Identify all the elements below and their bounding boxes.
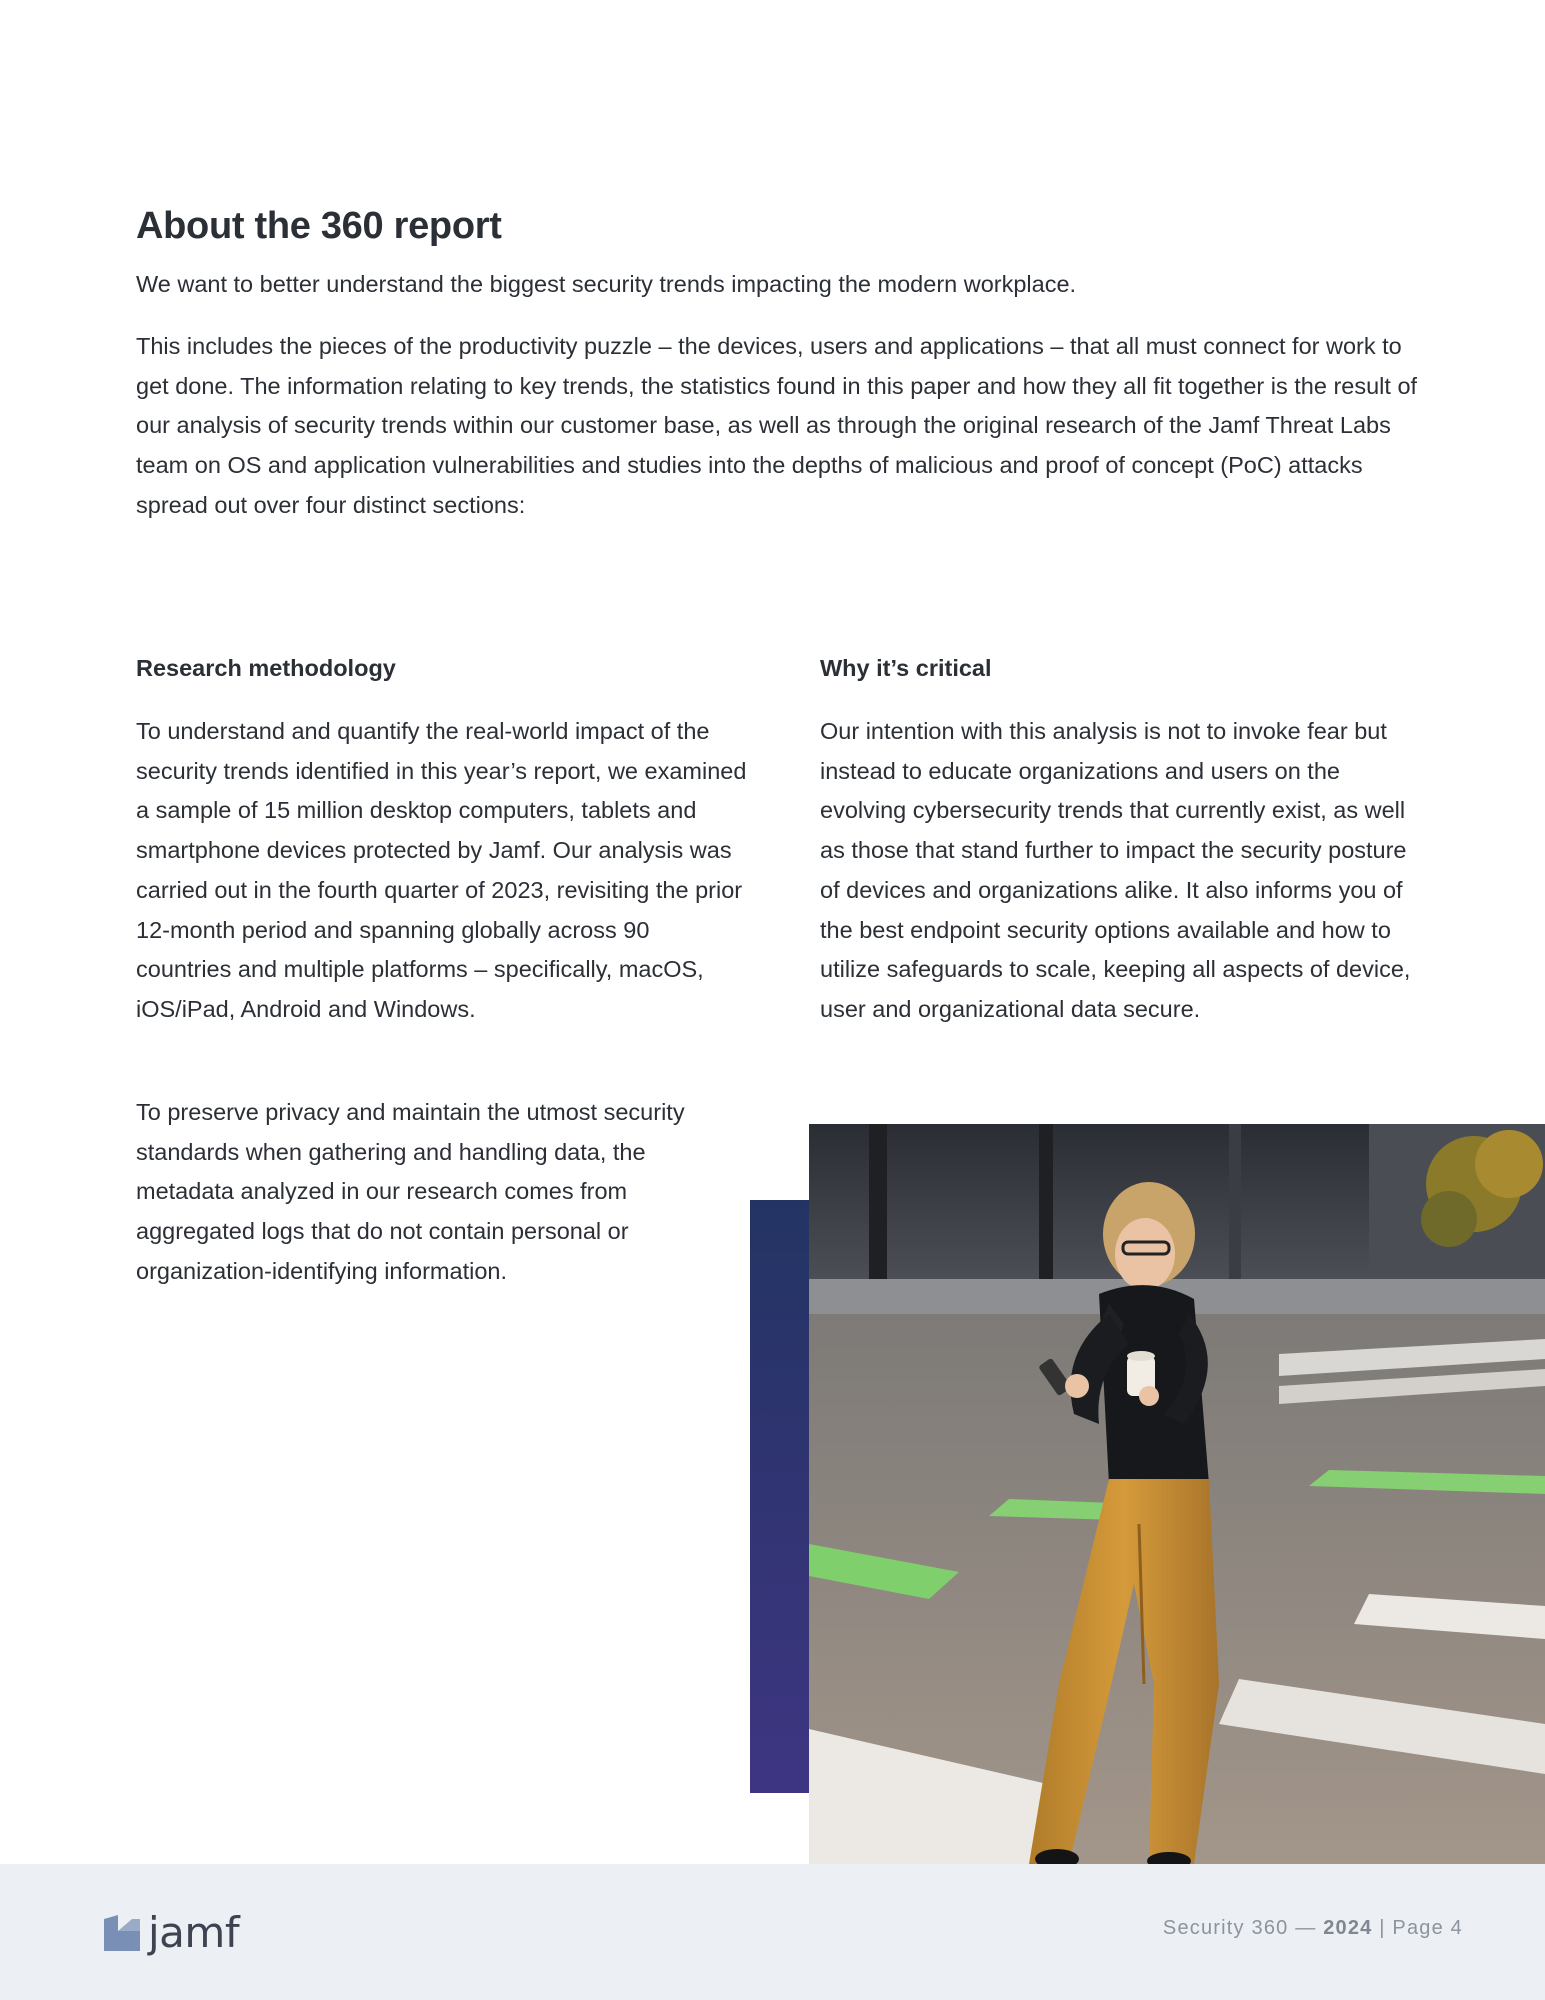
page-footer <box>0 1864 1545 2000</box>
jamf-logo <box>104 1908 239 1958</box>
photo-illustration <box>809 1124 1545 1864</box>
photo-woman-crossing-street <box>809 1124 1545 1864</box>
intro-body: This includes the pieces of the productivity puzzle – the devices, users and applications – that all must connect for work to get done. The information relating to key trends, the statistics found in this paper and how they all fit together is the result of our analysis of security trends within our customer base, as well as through the original research of the Jamf Threat Labs team on OS and application vulnerabilities and studies into the depths of malicious and proof of concept (PoC) attacks spread out over four distinct sections: <box>136 333 1418 518</box>
page-title: About the 360 report <box>136 205 502 247</box>
jamf-logo-text: jamf <box>148 1908 240 1957</box>
footer-page-number: | Page 4 <box>1372 1917 1463 1939</box>
critical-heading: Why it’s critical <box>820 655 992 681</box>
footer-report-name: Security 360 — <box>1162 1917 1324 1939</box>
intro-lead: We want to better understand the biggest security trends impacting the modern workplace. <box>136 271 1077 297</box>
critical-para-1: Our intention with this analysis is not to invoke fear but instead to educate organizations and users on the evolving cybersecurity trends that currently exist, as well as those that stand further to impact the security posture of devices and organizations alike. It also informs you of the best endpoint security options available and how to utilize safeguards to scale, keeping all aspects of device, user and organizational data secure. <box>820 718 1411 1022</box>
methodology-para-2: To preserve privacy and maintain the utmost security standards when gathering and handling data, the metadata analyzed in our research comes from aggregated logs that do not contain personal or organization-identifying information. <box>136 1099 685 1284</box>
footer-page-info <box>1163 1914 1463 1942</box>
methodology-heading: Research methodology <box>136 655 396 681</box>
jamf-logo-icon <box>104 1915 140 1951</box>
methodology-para-1: To understand and quantify the real-world impact of the security trends identified in this year’s report, we examined a sample of 15 million desktop computers, tablets and smartphone devices protected by Jamf. Our analysis was carried out in the fourth quarter of 2023, revisiting the prior 12-month period and spanning globally across 90 countries and multiple platforms – specifically, macOS, iOS/iPad, Android and Windows. <box>136 718 747 1022</box>
footer-year: 2024 <box>1323 1917 1373 1939</box>
accent-bar <box>750 1200 810 1793</box>
